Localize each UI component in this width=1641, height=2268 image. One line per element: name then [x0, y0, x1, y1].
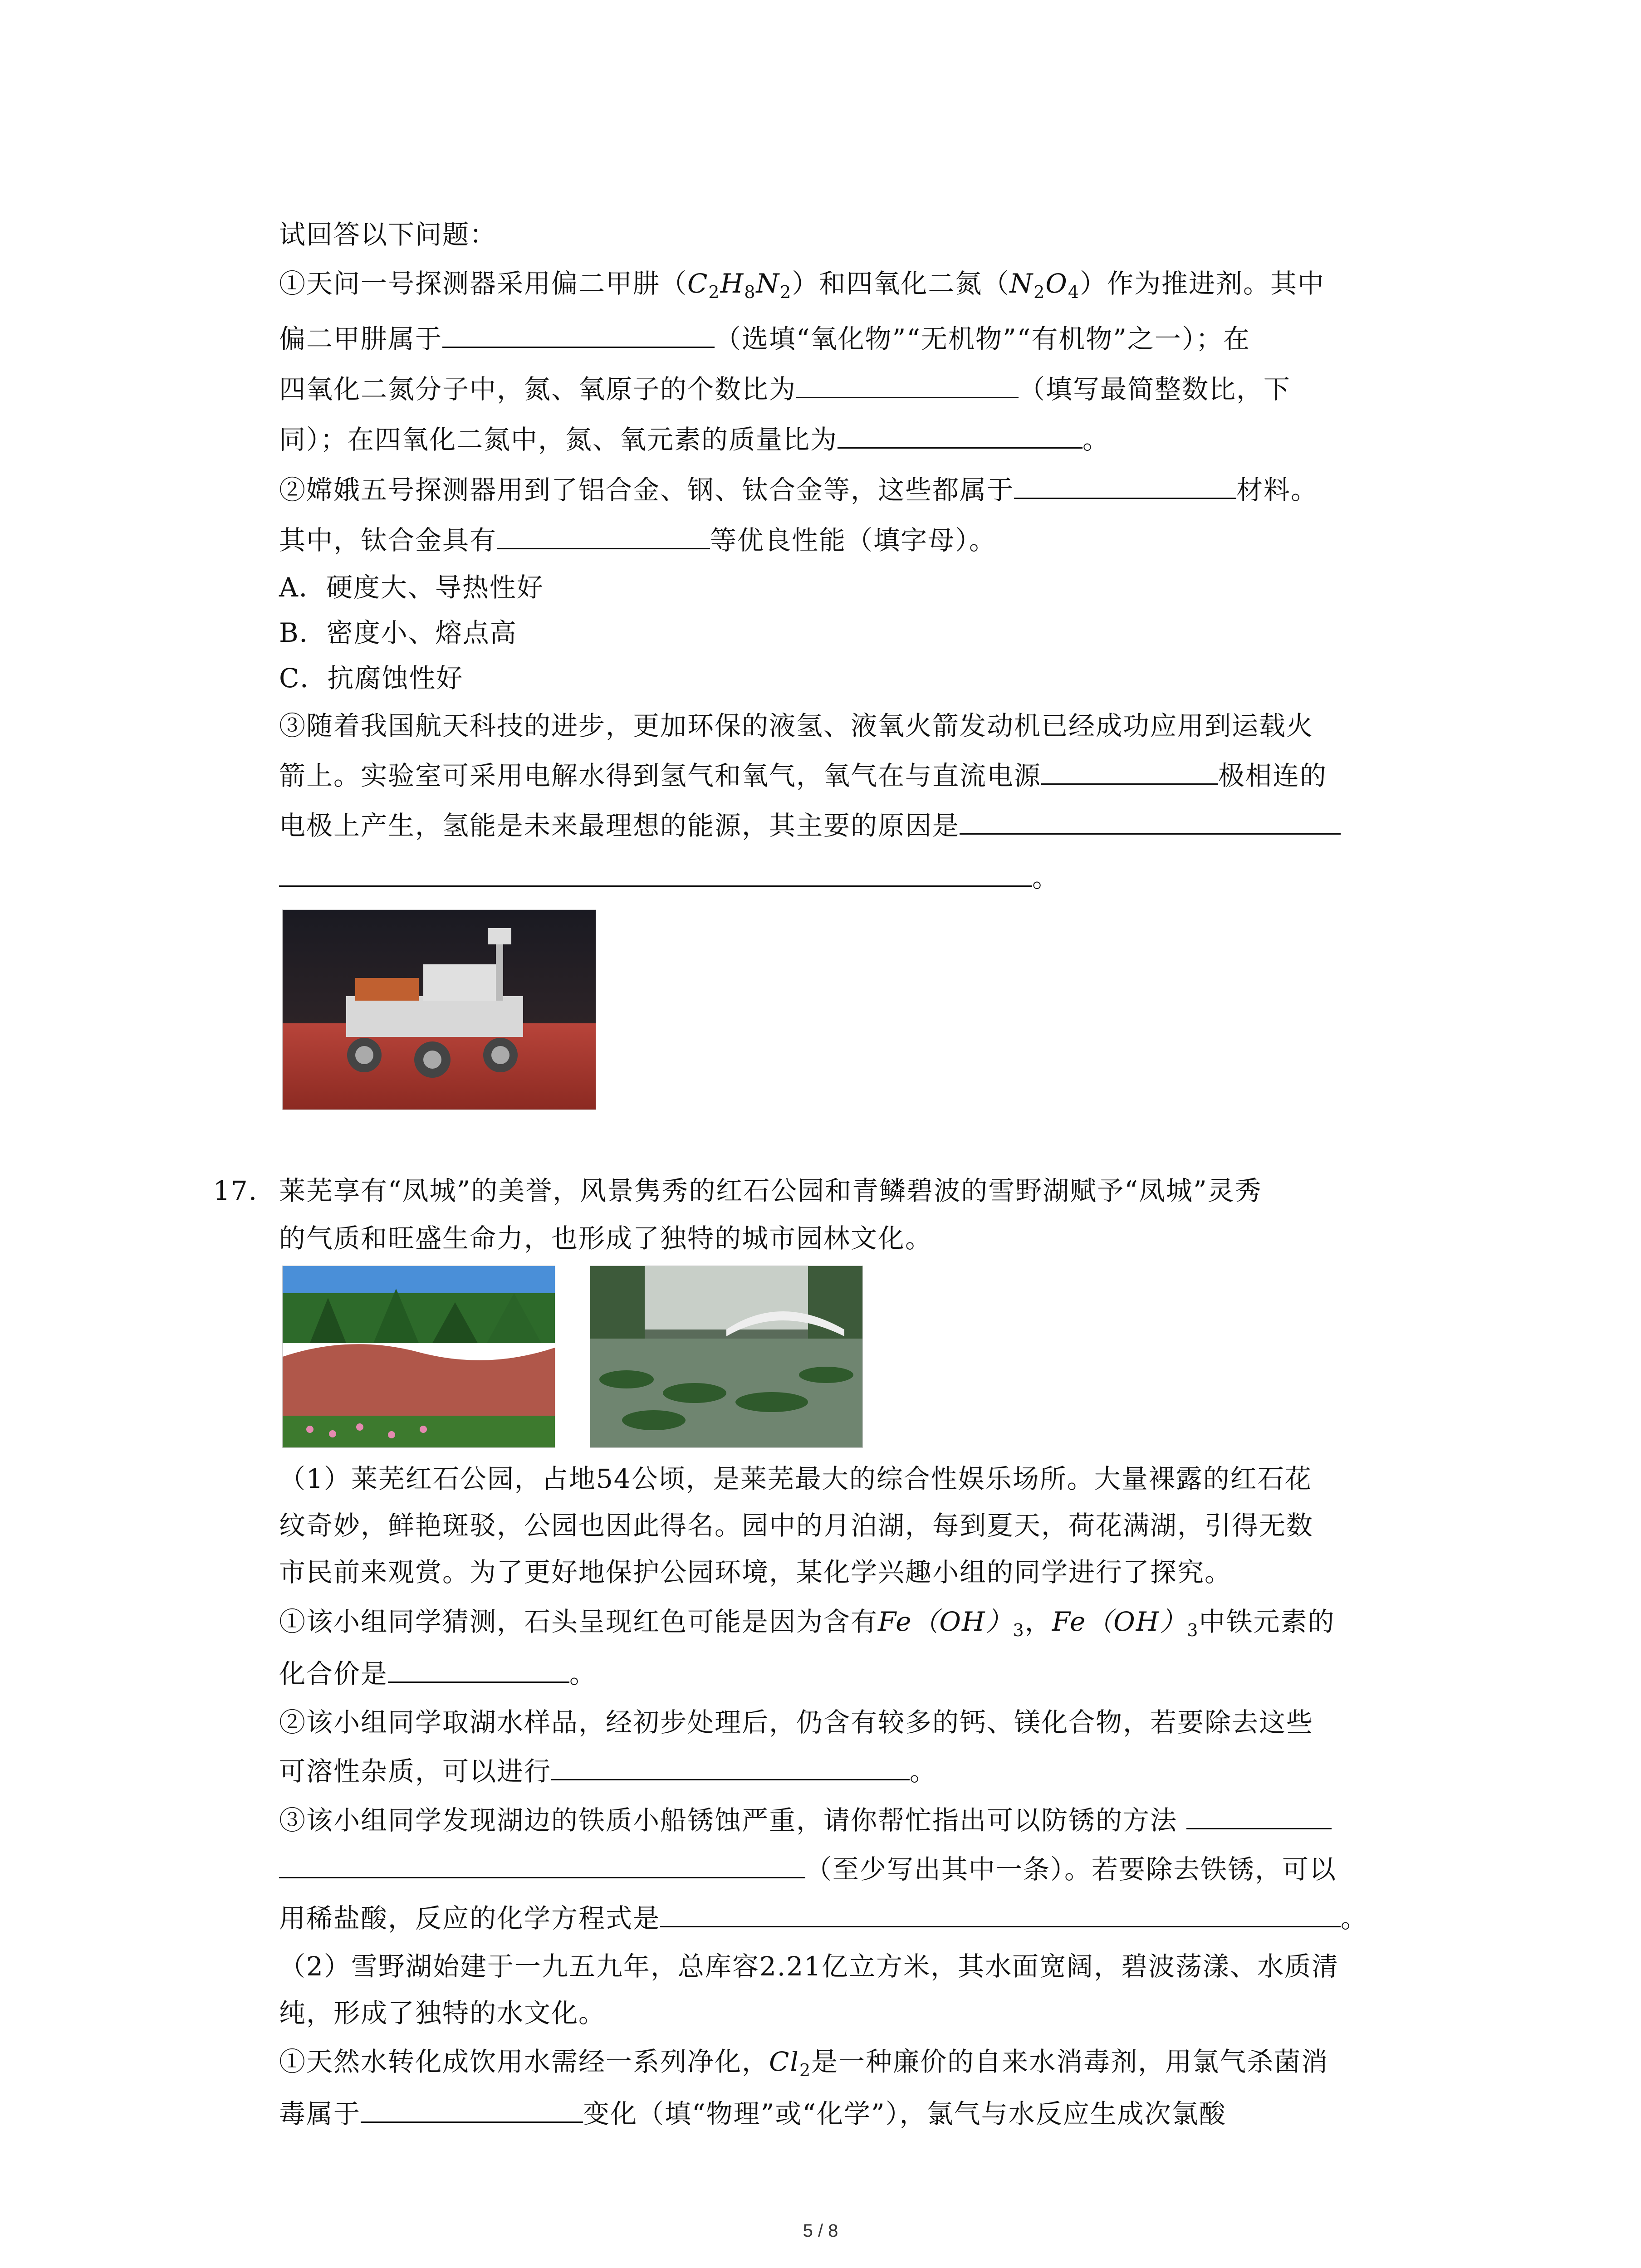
- q16-line-3: 四氧化二氮分子中，氮、氧原子的个数比为 （填写最简整数比，下: [279, 374, 1291, 405]
- option-a: A．硬度大、导热性好: [279, 572, 544, 603]
- q16-line-4: 同）；在四氧化二氮中，氮、氧元素的质量比为 。: [279, 424, 1110, 455]
- q17-b1-line-2: 毒属于 变化（填“物理”或“化学”），氯气与水反应生成次氯酸: [279, 2098, 1226, 2129]
- q17-a3-line-1: ③该小组同学发现湖边的铁质小船锈蚀严重，请你帮忙指出可以防锈的方法: [279, 1804, 1332, 1836]
- answer-blank[interactable]: [660, 1902, 1341, 1927]
- q16-intro: 试回答以下问题：: [279, 219, 497, 250]
- q17-a2-line-2: 可溶性杂质，可以进行 。: [279, 1756, 937, 1787]
- answer-blank[interactable]: [838, 424, 1083, 449]
- answer-blank[interactable]: [796, 373, 1019, 398]
- q17-stem-line-1: 莱芜享有“凤城”的美誉，风景隽秀的红石公园和青鳞碧波的雪野湖赋予“凤城”灵秀: [279, 1175, 1262, 1206]
- answer-blank[interactable]: [279, 862, 1032, 887]
- answer-blank[interactable]: [1186, 1804, 1332, 1829]
- q17-stem-line-2: 的气质和旺盛生命力，也形成了独特的城市园林文化。: [279, 1223, 933, 1254]
- page-number: 5 / 8: [803, 2221, 838, 2241]
- option-b: B．密度小、熔点高: [279, 617, 517, 648]
- q16-line-8: 箭上。实验室可采用电解水得到氢气和氧气，氧气在与直流电源 极相连的: [279, 760, 1327, 791]
- q17-a3-line-3: 用稀盐酸，反应的化学方程式是 。: [279, 1903, 1368, 1934]
- q16-line-10: 。: [279, 862, 1059, 894]
- answer-blank[interactable]: [279, 1853, 805, 1878]
- q17-part2-line-2: 纯，形成了独特的水文化。: [279, 1998, 606, 2028]
- q17-part1-line-2: 纹奇妙，鲜艳斑驳，公园也因此得名。园中的月泊湖，每到夏天，荷花满湖，引得无数: [279, 1510, 1314, 1541]
- q17-b1-line-1: ①天然水转化成饮用水需经一系列净化，$Cl_2$是一种廉价的自来水消毒剂，用氯气杀菌消: [279, 2046, 1329, 2080]
- q17-a2-line-1: ②该小组同学取湖水样品，经初步处理后，仍含有较多的钙、镁化合物，若要除去这些: [279, 1707, 1314, 1738]
- answer-blank[interactable]: [388, 1658, 569, 1683]
- q16-line-1: ①天问一号探测器采用偏二甲肼$(C_2H_8N_2)$和四氧化二氮$(N_2O_4)$作为推进剂。其中: [279, 268, 1325, 302]
- answer-blank[interactable]: [361, 2098, 583, 2123]
- mars-rover-photo: [282, 909, 596, 1110]
- q16-line-5: ②嫦娥五号探测器用到了铝合金、钢、钛合金等，这些都属于 材料。: [279, 474, 1318, 505]
- answer-blank[interactable]: [551, 1755, 910, 1780]
- lake-bridge-photo: [590, 1266, 863, 1448]
- q16-line-2: 偏二甲肼属于 （选填“氧化物”“无机物”“有机物”之一）；在: [279, 323, 1250, 354]
- q16-line-9: 电极上产生，氢能是未来最理想的能源，其主要的原因是: [279, 810, 1341, 841]
- q16-line-7: ③随着我国航天科技的进步，更加环保的液氢、液氧火箭发动机已经成功应用到运载火: [279, 710, 1314, 741]
- option-c: C．抗腐蚀性好: [279, 663, 464, 694]
- q17-part1-line-1: （1）莱芜红石公园，占地54公顷，是莱芜最大的综合性娱乐场所。大量裸露的红石花: [279, 1463, 1312, 1494]
- q16-line-6: 其中，钛合金具有 等优良性能（填字母）。: [279, 525, 997, 556]
- answer-blank[interactable]: [497, 524, 710, 549]
- answer-blank[interactable]: [960, 810, 1341, 835]
- answer-blank[interactable]: [1014, 474, 1236, 499]
- q17-number: 17.: [213, 1175, 258, 1206]
- q17-part1-line-3: 市民前来观赏。为了更好地保护公园环境，某化学兴趣小组的同学进行了探究。: [279, 1557, 1232, 1588]
- q17-a1-line-1: ①该小组同学猜测，石头呈现红色可能是因为含有$Fe(OH)_3$，$Fe(OH)_3$中铁元素的: [279, 1606, 1335, 1640]
- red-stone-park-photo: [282, 1266, 555, 1448]
- q17-a3-line-2: （至少写出其中一条）。若要除去铁锈，可以: [279, 1853, 1337, 1885]
- q17-part2-line-1: （2）雪野湖始建于一九五九年，总库容2.21亿立方米，其水面宽阔，碧波荡漾、水质清: [279, 1951, 1339, 1982]
- q17-a1-line-2: 化合价是 。: [279, 1658, 597, 1689]
- answer-blank[interactable]: [442, 323, 715, 348]
- answer-blank[interactable]: [1041, 760, 1218, 785]
